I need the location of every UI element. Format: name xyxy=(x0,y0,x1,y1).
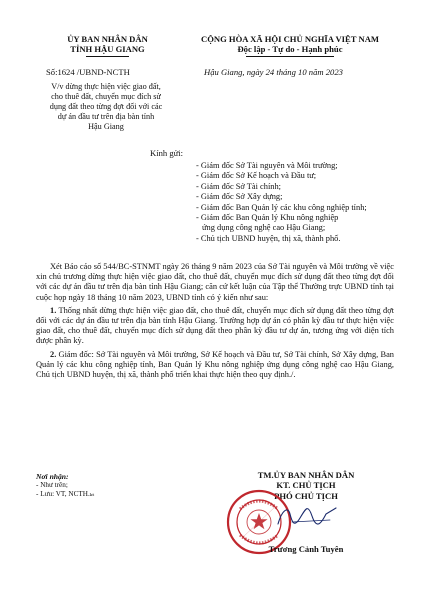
org-underline xyxy=(86,56,129,57)
point-2-paragraph xyxy=(36,350,394,381)
addressee-label: Kính gửi: xyxy=(150,148,184,158)
signature-line-2: KT. CHỦ TỊCH xyxy=(276,480,336,491)
document-number: Số:1624 /UBND-NCTH xyxy=(46,67,130,77)
addressee-item: - Giám đốc Ban Quản lý các khu công nghiệp tỉnh; xyxy=(196,202,367,212)
nation-line-1: CỘNG HÒA XÃ HỘI CHỦ NGHĨA VIỆT NAM xyxy=(200,34,380,44)
document-body xyxy=(36,262,394,380)
issuing-org xyxy=(40,34,175,55)
subject-line: V/v dừng thực hiện việc giao đất, xyxy=(51,82,161,91)
issue-date: Hậu Giang, ngày 24 tháng 10 năm 2023 xyxy=(204,67,343,77)
point-1-number: 1. xyxy=(50,305,57,315)
intro-paragraph: Xét Báo cáo số 544/BC-STNMT ngày 26 tháng 9 năm 2023 của Sở Tài nguyên và Môi trường về việc xin chủ trương dừng thực hiện việc giao đất, cho thuê đất, chuyển mục đích sử dụng đất theo từng đợt đối với các dự án đầu tư trên địa bàn tỉnh Hậu Giang; căn cứ kết luận của Tập thể Thường trực UBND tỉnh tại cuộc họp ngày 18 tháng 10 năm 2023, UBND tỉnh có ý kiến như sau: xyxy=(36,262,394,302)
subject-line: dự án đầu tư trên địa bàn tỉnh xyxy=(57,112,155,121)
recipient-item: - Lưu: VT, NCTH.ₖₜ xyxy=(36,489,95,498)
addressee-item: - Giám đốc Sở Kế hoạch và Đầu tư; xyxy=(196,171,317,181)
addressee-list xyxy=(196,161,367,244)
addressee-item: - Giám đốc Ban Quản lý Khu nông nghiệp xyxy=(196,213,339,223)
recipient-item: - Như trên; xyxy=(36,481,68,489)
signature-line-1: TM.ỦY BAN NHÂN DÂN xyxy=(257,470,355,480)
document-subject xyxy=(36,82,176,132)
signature-line-3: PHÓ CHỦ TỊCH xyxy=(274,490,338,501)
subject-line: Hậu Giang xyxy=(88,122,124,131)
national-motto xyxy=(165,34,415,55)
subject-line: cho thuê đất, chuyển mục đích sử xyxy=(51,92,161,101)
org-line-1: ỦY BAN NHÂN DÂN xyxy=(67,34,148,44)
handwritten-signature-icon xyxy=(272,500,342,532)
subject-line: dụng đất theo từng đợt đối với các xyxy=(49,102,163,111)
org-line-2: TỈNH HẬU GIANG xyxy=(70,44,145,55)
recipients-block xyxy=(36,472,94,498)
nation-line-2: Độc lập - Tự do - Hạnh phúc xyxy=(237,44,343,55)
addressee-item: - Giám đốc Sở Tài chính; xyxy=(196,181,281,191)
motto-underline xyxy=(246,56,334,57)
addressee-item: - Chủ tịch UBND huyện, thị xã, thành phố. xyxy=(196,233,341,243)
signer-name: Trương Cảnh Tuyên xyxy=(268,544,344,554)
point-1-paragraph xyxy=(36,306,394,347)
point-1-text: Thống nhất dừng thực hiện việc giao đất, cho thuê đất, chuyển mục đích sử dụng đất theo từng đợt đối với các dự án đầu tư trên địa bàn tỉnh Hậu Giang. Trường hợp dự án có phân kỳ đầu tư thực hiện việc giao đất, cho thuê đất, chuyển mục đích sử dụng đất theo phân kỳ đầu tư dự án, tương ứng với diện tích được phân kỳ. xyxy=(36,305,394,346)
addressee-item: - Giám đốc Sở Tài nguyên và Môi trường; xyxy=(196,161,338,170)
addressee-item: ứng dụng công nghệ cao Hậu Giang; xyxy=(202,223,326,233)
point-2-text: Giám đốc: Sở Tài nguyên và Môi trường, Sở Kế hoạch và Đầu tư, Sở Tài chính, Sở Xây dựng, Ban Quản lý các khu công nghiệp tỉnh, Ban Quản lý Khu nông nghiệp ứng dụng công nghệ cao Hậu Giang, Chủ tịch UBND huyện, thị xã, thành phố triển khai thực hiện theo quy định./. xyxy=(36,349,394,380)
recipients-label: Nơi nhận: xyxy=(36,472,69,481)
addressee-item: - Giám đốc Sở Xây dựng; xyxy=(196,192,283,202)
point-2-number: 2. xyxy=(50,349,57,359)
